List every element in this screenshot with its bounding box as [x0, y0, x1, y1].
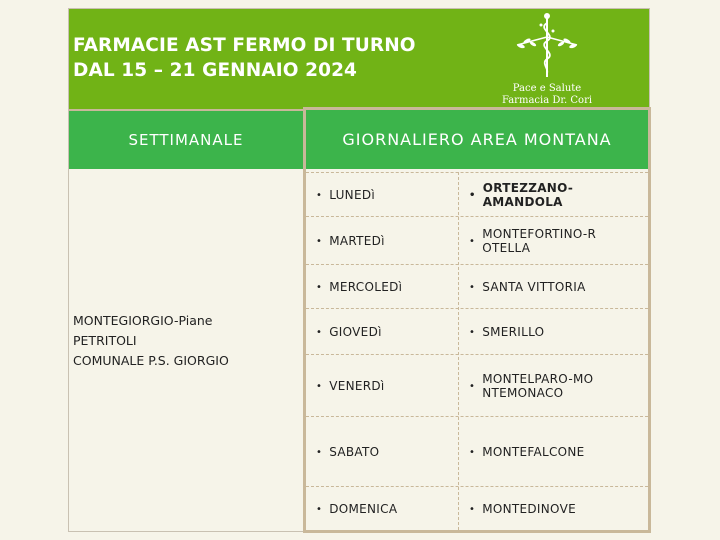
weekly-pharmacy-item: COMUNALE P.S. GIORGIO [73, 353, 229, 368]
weekly-column-header: SETTIMANALE [69, 109, 303, 169]
table-row [306, 486, 648, 531]
day-cell [316, 265, 456, 309]
day-cell [316, 309, 456, 355]
town-label: MONTELPARO-MONTEMONACO [482, 372, 594, 400]
day-label: SABATO [329, 445, 380, 459]
town-cell [469, 309, 649, 355]
logo-line-2: Farmacia Dr. Cori [501, 95, 593, 106]
town-label: MONTEFALCONE [482, 445, 585, 459]
town-label: SMERILLO [482, 325, 545, 339]
bullet: • [316, 189, 323, 201]
daily-schedule-table [303, 107, 651, 533]
pharmacy-schedule-card [68, 8, 650, 532]
title-line-1: FARMACIE AST FERMO DI TURNO [73, 35, 416, 56]
table-row [306, 308, 648, 355]
pharmacy-logo [497, 11, 597, 107]
table-row [306, 354, 648, 417]
town-cell [469, 217, 649, 265]
town-label: MONTEDINOVE [482, 502, 576, 516]
table-row [306, 264, 648, 309]
weekly-pharmacy-list [73, 311, 229, 371]
town-label: SANTA VITTORIA [482, 280, 586, 294]
town-label: MONTEFORTINO-ROTELLA [482, 227, 597, 255]
table-row [306, 172, 648, 217]
bullet: • [469, 235, 476, 247]
page-title [73, 33, 416, 83]
town-cell [469, 355, 649, 417]
bullet: • [469, 503, 476, 515]
bullet: • [469, 326, 476, 338]
header-banner [69, 9, 649, 109]
day-label: LUNEDì [329, 188, 376, 202]
bullet: • [316, 503, 323, 515]
table-row [306, 216, 648, 265]
day-label: GIOVEDì [329, 325, 382, 339]
town-cell [469, 487, 649, 531]
town-label: ORTEZZANO-AMANDOLA [482, 181, 574, 209]
bullet: • [469, 380, 476, 392]
day-cell [316, 417, 456, 487]
logo-line-1: Pace e Salute [512, 83, 582, 94]
table-row [306, 416, 648, 487]
bullet: • [316, 281, 323, 293]
town-cell [469, 173, 649, 217]
bullet: • [469, 189, 476, 201]
weekly-column-body [69, 169, 303, 531]
bullet: • [316, 235, 323, 247]
bullet: • [316, 326, 323, 338]
day-label: MERCOLEDì [329, 280, 403, 294]
bullet: • [316, 446, 323, 458]
day-cell [316, 217, 456, 265]
bullet: • [469, 281, 476, 293]
daily-column-header: GIORNALIERO AREA MONTANA [305, 109, 649, 169]
title-line-2: DAL 15 – 21 GENNAIO 2024 [73, 60, 358, 81]
day-label: VENERDì [329, 379, 385, 393]
bullet: • [316, 380, 323, 392]
town-cell [469, 417, 649, 487]
day-label: DOMENICA [329, 502, 398, 516]
bullet: • [469, 446, 476, 458]
weekly-pharmacy-item: PETRITOLI [73, 333, 137, 348]
day-cell [316, 487, 456, 531]
daily-rows [306, 172, 648, 530]
day-label: MARTEDì [329, 234, 385, 248]
day-cell [316, 173, 456, 217]
caduceus-icon [497, 11, 597, 81]
day-cell [316, 355, 456, 417]
weekly-pharmacy-item: MONTEGIORGIO-Piane [73, 313, 213, 328]
town-cell [469, 265, 649, 309]
